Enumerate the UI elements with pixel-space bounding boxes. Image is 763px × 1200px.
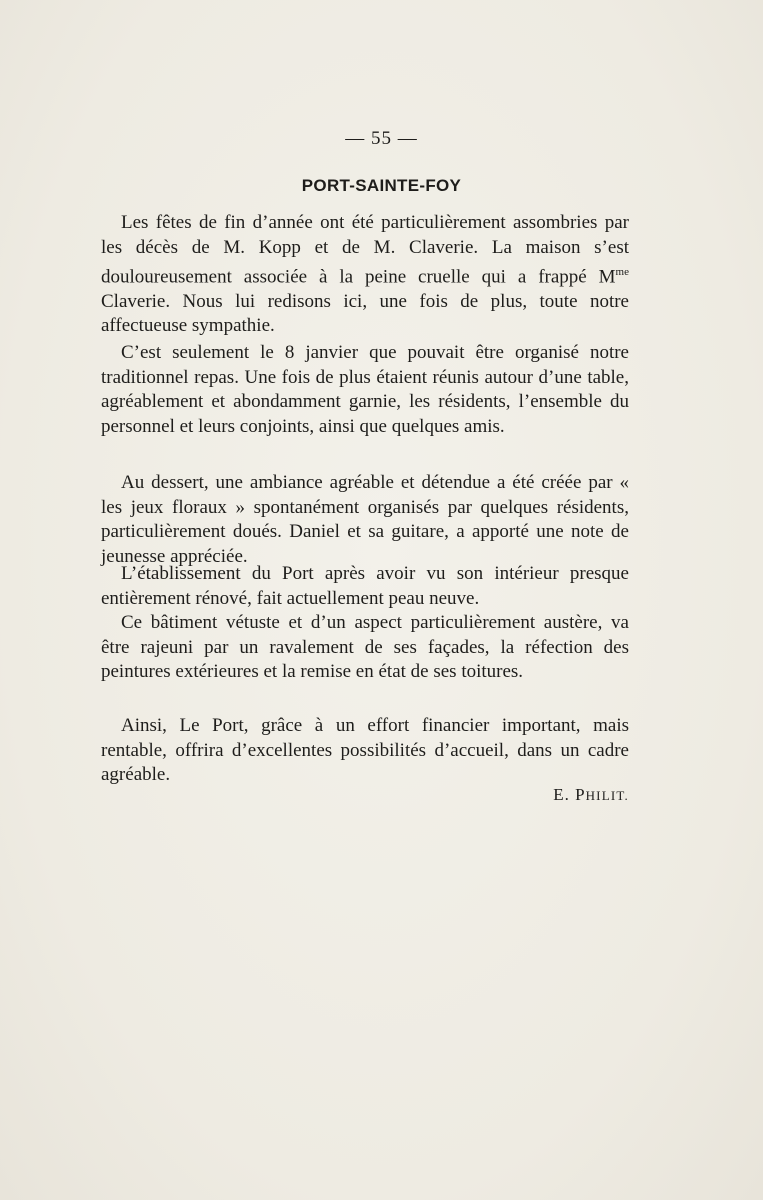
paragraph-1-after-sup: Claverie. Nous lui redisons ici, une fois de plus, toute notre affectueuse sympathie. bbox=[101, 290, 629, 337]
paragraph-6-text: Ainsi, Le Port, grâce à un effort financier important, mais rentable, offrira d’excellentes possibilités d’accueil, dans un cadre agréable. bbox=[101, 715, 629, 785]
signature-surname: HILIT. bbox=[585, 788, 629, 803]
paragraph-2 bbox=[101, 341, 629, 439]
paragraph-2-text: C’est seulement le 8 janvier que pouvait être organisé notre traditionnel repas. Une fois de plus étaient réunis autour d’une table, agréablement et abondamment garnie, les résidents, l’ensemble du personnel et leurs conjoints, ainsi que quelques amis. bbox=[101, 342, 629, 437]
paragraph-5 bbox=[101, 611, 629, 685]
paragraph-5-text: Ce bâtiment vétuste et d’un aspect particulièrement austère, va être rajeuni par un ravalement de ses façades, la réfection des peintures extérieures et la remise en état de ses toitures. bbox=[101, 612, 629, 682]
paragraph-6 bbox=[101, 714, 629, 788]
paragraph-1-before-sup: Les fêtes de fin d’année ont été particulièrement assombries par les décès de M. Kopp et de M. Claverie. La maison s’est douloureusement associée à la peine cruelle qui a frappé M bbox=[101, 212, 629, 288]
paragraph-4 bbox=[101, 562, 629, 611]
paragraph-3 bbox=[101, 471, 629, 569]
page-number: — 55 — bbox=[345, 128, 418, 149]
paragraph-1-superscript: me bbox=[615, 266, 629, 278]
paragraph-3-text: Au dessert, une ambiance agréable et détendue a été créée par « les jeux floraux » spontanément organisés par quelques résidents, particulièrement doués. Daniel et sa guitare, a apporté une note de jeunesse appréciée. bbox=[101, 472, 629, 567]
paragraph-4-text: L’établissement du Port après avoir vu son intérieur presque entièrement rénové, fait actuellement peau neuve. bbox=[101, 563, 629, 609]
section-heading: PORT-SAINTE-FOY bbox=[301, 176, 462, 195]
paragraph-1 bbox=[101, 211, 629, 339]
author-signature bbox=[553, 785, 629, 805]
paragraph-1-text bbox=[101, 211, 629, 339]
signature-initial: E. P bbox=[553, 785, 586, 804]
